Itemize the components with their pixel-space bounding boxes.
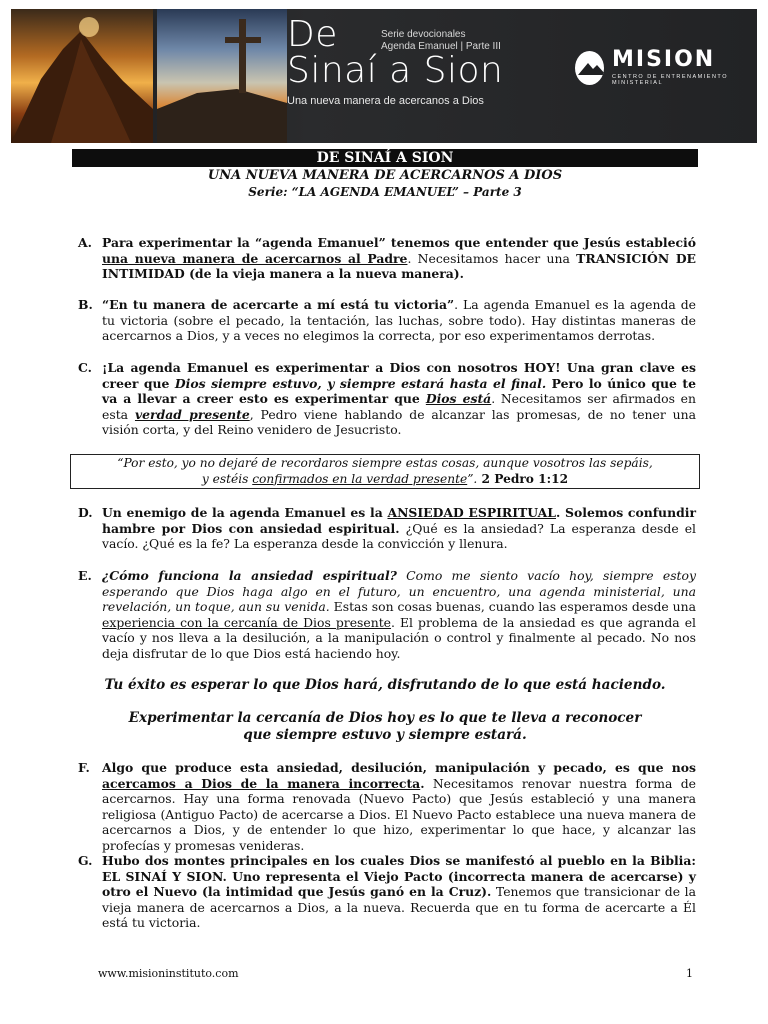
item-text: . Solemos confundir hambre por Dios con ansiedad espiritual. bbox=[102, 505, 696, 536]
item-text-italic: Como me siento vacío hoy, siempre estoy esperando que Dios haga algo en el futuro, un encuentro, una agenda ministerial, una revelación, un toque, aun su venida. bbox=[102, 568, 696, 615]
item-body bbox=[102, 568, 696, 662]
list-item-f bbox=[78, 760, 696, 854]
item-text: Algo que produce esta ansiedad, desilución, manipulación y pecado, es que nos bbox=[102, 760, 696, 775]
page-number: 1 bbox=[686, 967, 693, 980]
cross-hill-image bbox=[157, 9, 287, 143]
banner-title-main: Sinaí a Sion bbox=[287, 50, 504, 91]
header-banner bbox=[11, 9, 757, 143]
item-letter: A. bbox=[78, 235, 92, 250]
highlight-statement-2 bbox=[72, 710, 698, 744]
banner-series-info bbox=[381, 29, 501, 53]
mount-sinai-image bbox=[11, 9, 153, 143]
item-text-underlined: experiencia con la cercanía de Dios presente bbox=[102, 614, 392, 630]
logo-tagline: CENTRO DE ENTRENAMIENTO MINISTERIAL bbox=[611, 74, 728, 86]
item-text: , Pedro viene hablando de alcanzar las promesas, de no tener una visión corta, y del Reino venidero de Jesucristo. bbox=[102, 406, 696, 438]
item-text: . Necesitamos hacer una bbox=[407, 250, 577, 266]
item-letter: B. bbox=[78, 297, 93, 312]
item-text: . bbox=[420, 775, 425, 791]
item-text-underlined: verdad presente bbox=[134, 406, 250, 422]
item-text: . Necesitamos ser afirmados en esta bbox=[102, 391, 696, 422]
banner-series-line2: Agenda Emanuel | Parte III bbox=[381, 41, 501, 52]
item-text-italic: ¿Cómo funciona la ansiedad espiritual? bbox=[102, 568, 397, 583]
document-series: Serie: “LA AGENDA EMANUEL” – Parte 3 bbox=[248, 185, 522, 199]
document-subtitle: UNA NUEVA MANERA DE ACERCARNOS A DIOS bbox=[207, 168, 563, 183]
list-item-d bbox=[78, 505, 696, 552]
item-body bbox=[102, 360, 696, 438]
cross-icon bbox=[157, 9, 287, 143]
item-body bbox=[102, 760, 696, 854]
scripture-quote-box bbox=[70, 454, 700, 489]
item-text: ¡La agenda Emanuel es experimentar a Dios con nosotros HOY! Una gran clave es creer que bbox=[102, 360, 696, 391]
item-text-underlined: acercamos a Dios de la manera incorrecta bbox=[102, 775, 421, 791]
item-text-underlined: una nueva manera de acercarnos al Padre bbox=[102, 250, 408, 266]
item-text-underlined: ANSIEDAD ESPIRITUAL bbox=[387, 505, 556, 520]
item-letter: D. bbox=[78, 505, 93, 520]
banner-subtitle: Una nueva manera de acercanos a Dios bbox=[287, 95, 484, 107]
item-text: Tenemos que transicionar de la vieja manera de acercarnos a Dios, a la nueva. Recuerda que en tu forma de acercarte a Él está tu victoria. bbox=[102, 884, 696, 931]
highlight-line: Experimentar la cercanía de Dios hoy es lo que te lleva a reconocer bbox=[128, 710, 642, 726]
item-text: . La agenda Emanuel es la agenda de tu victoria (sobre el pecado, la tentación, las luchas, sobre todo). Hay distintas maneras de acercarnos a Dios, y a veces no elegimos la correcta, por eso experimentamos derrotas. bbox=[102, 297, 696, 344]
quote-line2 bbox=[71, 472, 699, 488]
item-text: TRANSICIÓN DE INTIMIDAD (de la vieja manera a la nueva manera). bbox=[102, 250, 697, 282]
item-letter: G. bbox=[78, 853, 93, 868]
item-body bbox=[102, 297, 696, 344]
list-item-g bbox=[78, 853, 696, 931]
mision-logo bbox=[575, 49, 757, 86]
item-body bbox=[102, 235, 696, 282]
document-title: DE SINAÍ A SION bbox=[72, 149, 698, 167]
footer-website-link[interactable]: www.misioninstituto.com bbox=[98, 967, 239, 980]
mision-logo-icon bbox=[575, 51, 604, 85]
item-text: Un enemigo de la agenda Emanuel es la bbox=[102, 505, 388, 520]
banner-title-de: De bbox=[287, 14, 338, 55]
item-text: ¿Qué es la ansiedad? La esperanza desde el vacío. ¿Qué es la fe? La esperanza desde la convicción y llenura. bbox=[102, 520, 696, 552]
item-text: Necesitamos renovar nuestra forma de acercarnos. Hay una forma renovada (Nuevo Pacto) que Jesús estableció y una manera religiosa (Antiguo Pacto) de acercarse a Dios. El Nuevo Pacto establece una nueva manera de acercarnos a Dios, y de entender lo que hizo, experimentar lo que hace, y alcanzar las profecías y promesas venideras. bbox=[102, 775, 696, 853]
item-text: Estas son cosas buenas, cuando las esperamos desde una bbox=[329, 599, 696, 615]
item-text: “En tu manera de acercarte a mí está tu victoria” bbox=[102, 297, 455, 312]
quote-reference: 2 Pedro 1:12 bbox=[477, 471, 569, 486]
quote-text: y estéis bbox=[201, 471, 253, 486]
item-letter: F. bbox=[78, 760, 90, 775]
item-body bbox=[102, 853, 696, 931]
mountain-icon bbox=[11, 9, 153, 143]
quote-line1 bbox=[71, 456, 699, 472]
logo-name: MISION bbox=[611, 47, 716, 72]
quote-text: ”. bbox=[467, 471, 478, 486]
item-text-underlined: Dios está bbox=[425, 391, 492, 407]
highlight-statement-1: Tu éxito es esperar lo que Dios hará, disfrutando de lo que está haciendo. bbox=[104, 677, 666, 693]
list-item-e bbox=[78, 568, 696, 662]
quote-text: “Por esto, yo no dejaré de recordaros siempre estas cosas, aunque vosotros las sepáis, bbox=[117, 456, 653, 470]
item-text: Pero lo único que te va a llevar a creer esto es experimentar que bbox=[102, 375, 696, 407]
item-text: . El problema de la ansiedad es que agranda el vacío y nos lleva a la desilución, a la manipulación o control y finalmente al pecado. No nos deja disfrutar de lo que Dios está haciendo hoy. bbox=[102, 614, 696, 661]
item-text: Para experimentar la “agenda Emanuel” tenemos que entender que Jesús estableció bbox=[102, 235, 696, 250]
item-body bbox=[102, 505, 696, 552]
list-item-a bbox=[78, 235, 696, 282]
item-letter: E. bbox=[78, 568, 92, 583]
list-item-c bbox=[78, 360, 696, 438]
item-letter: C. bbox=[78, 360, 92, 375]
banner-series-line1: Serie devocionales bbox=[381, 29, 466, 40]
list-item-b bbox=[78, 297, 696, 344]
highlight-line: que siempre estuvo y siempre estará. bbox=[243, 727, 527, 743]
item-text-italic: Dios siempre estuvo, y siempre estará hasta el final. bbox=[174, 375, 547, 391]
item-text: Hubo dos montes principales en los cuales Dios se manifestó al pueblo en la Biblia: EL SINAÍ Y SION. Uno representa el Viejo Pacto (incorrecta manera de acercarse) y otro el Nuevo (la intimidad que Jesús ganó en la Cruz). bbox=[102, 853, 696, 900]
quote-text-underlined: confirmados en la verdad presente bbox=[252, 471, 468, 486]
